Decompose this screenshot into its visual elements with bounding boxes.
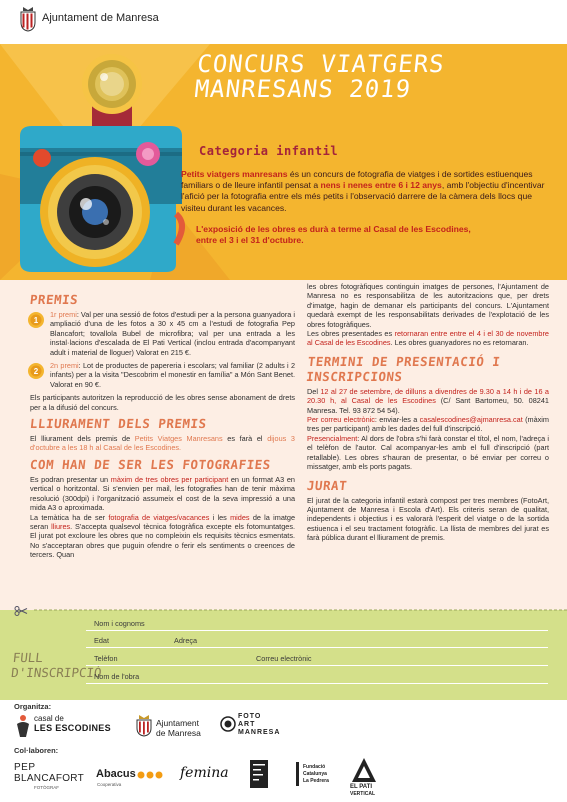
ajuntament-line-1: Ajuntament [156,718,199,728]
email-text [307,415,549,434]
fotografies-part-8: de la imatge seran [30,512,296,531]
in-person-body: : Al dors de l'obra s'hi farà constar el títol, el nom, l'adreça i el telèfon de l'autor. Cal acompanyar-les amb el full d'inscripció (part retallable). Les obres s'hauran de presentar, o bé enviar per correu o missatger, amb els ports pagats. [307,433,549,472]
intro-part-2: , amb l'objectiu d'incentivar l'afició per la fotografia entre els més petits i l'observació darrere de la càmera dels llocs que visiteu durant les vacances. [181,180,545,213]
work-title-label: Nom de l'obra [94,672,140,681]
email-label: Per correu electrònic [307,415,375,425]
fotografies-part-9: lliures [51,521,71,531]
second-prize-medal-icon [26,361,46,381]
fotografies-part-5: fotografia de viatges/vacances [108,512,210,522]
age-address-field[interactable] [86,633,548,648]
lliurament-part-1: El lliurament dels premis de [30,434,135,444]
fundacio-line-2: Catalunya [303,771,327,777]
femina-logo: femina [180,765,229,781]
intro-bold: Petits viatgers manresans [181,169,288,179]
image-rights-text: les obres fotogràfiques continguin imatges de persones, l'Ajuntament de Manresa no es responsabilitza de les autoritzacions que, per drets d'imatge, hagin de demanar els participants del concurs. L'Ajuntament quedarà exempt de les responsabilitats derivades de l'explotació de les obres fotogràfiques. [307,282,549,329]
return-part-3: . Les obres guanyadores no es retornaran. [390,338,529,348]
organizers-label: Organitza: [14,702,52,711]
org-name: Ajuntament de Manresa [42,12,159,24]
lliurament-part-4: dijous 3 d'octubre a les 18 h al Casal de les Escodines. [30,434,295,453]
poster-title [193,52,558,102]
termini-dates: 12 al 27 de setembre, de dilluns a divendres de 9.30 a 14 h i de 16 a 20.30 h, al Casal de les Escodines [307,386,549,406]
intro-text [181,169,555,214]
second-prize-label: 2n premi [50,361,79,371]
rules-section [0,280,567,610]
top-bar [0,0,567,44]
return-part-2: retornaran entre entre el 4 i el 30 de novembre al Casal de les Escodines [307,329,549,348]
title-line-2: MANRESANS 2019 [193,75,413,103]
first-prize-label: 1r premi [50,310,77,319]
premis-heading: PREMIS [29,292,79,307]
first-prize-medal-icon [26,310,46,330]
return-text [307,329,549,348]
first-prize-text: : Val per una sessió de fotos d'estudi per a la persona guanyadora i ampliació d'una de les fotos a 30 x 45 cm a l'estudi de fotografia Pep Blancafort; tovallola Bubel de microfibra; val per una entrada a les instal·lacions d'escalada de El Pati Vertical (inclou entrada d'acompanyant adult i material de lloguer) Valorat en 215 €. [50,310,296,357]
abacus-sub: Cooperativa [97,782,122,787]
manresa-crest-icon [20,6,36,32]
lliurament-text [30,434,295,453]
email-part-2: (màxim tres per participant) amb les dades del full d'inscripció. [307,415,549,434]
lliurament-heading: LLIURAMENT DELS PREMIS [29,416,208,432]
name-label: Nom i cognoms [94,619,145,628]
sant-benet-logo-icon [250,760,268,788]
sponsors-footer [0,700,567,802]
fotografies-part-10: . S'accepta qualsevol tècnica fotogràfica excepte els fotomuntatges. El jurat pot excloure les obres que no compleixin els requisits tècnics esmentats. No s'acceptaran obres que puguin ofendre o ferir els sentiments o creences de tercers. Quan [30,521,296,560]
registration-form [0,610,567,700]
pep-line-2: BLANCAFORT [14,773,85,784]
scissors-icon [14,606,28,616]
work-title-field[interactable] [86,669,548,684]
fotografies-text [30,475,295,513]
title-line-1: CONCURS VIATGERS [195,50,447,78]
right-column [307,282,549,543]
email-address-link[interactable]: casalescodines@ajmanresa.cat [419,415,523,425]
pati-line-1: EL PATI [350,784,373,790]
svg-text:2: 2 [33,367,39,377]
intro-age: nens i nenes entre 6 i 12 anys [320,180,442,191]
second-prize [30,361,295,389]
cut-line [0,606,567,614]
hero-banner [0,44,567,280]
collaborators-label: Col·laboren: [14,746,59,755]
fotografies-part-2: màxim de tres obres per participant [110,474,229,484]
fotoart-line-3: MANRESA [238,729,281,736]
email-field-label: Correu electrònic [256,654,312,663]
intro-part-1: és un concurs de fotografia de viatges i de sortides estiuenques familiars o de lleure infantil pensat a [181,169,533,191]
lliurament-part-2: Petits Viatges Manresans [134,434,223,444]
poster-subtitle: Categoria infantil [199,144,339,158]
fundacio-line-3: La Pedrera [303,778,329,784]
exhibition-note-line-1: L'exposició de les obres es durà a terme al Casal de les Escodines, [196,224,471,234]
phone-label: Telèfon [94,654,118,663]
abacus-name: Abacus [96,768,136,780]
second-prize-text: : Lot de productes de papereria i escolars; val familiar (2 adults i 2 infants) per a la visita "Descobrim el monestir en família" a Món Sant Benet. Valorat en 90 €. [50,361,296,389]
email-part-1: : enviar-les a [374,415,420,425]
ajuntament-line-2: de Manresa [156,728,201,738]
abacus-dots-icon [137,771,163,779]
pati-vertical-logo-icon [351,757,377,783]
exhibition-note [196,224,556,246]
name-field[interactable] [86,616,548,631]
in-person-text [307,434,549,472]
fotografies-heading: COM HAN DE SER LES FOTOGRAFIES [29,456,272,472]
fundacio-line-1: Fundació [303,764,326,770]
exhibition-note-line-2: entre el 3 i el 31 d'octubre. [196,235,304,246]
fotografies-part-3: en un format A3 en vertical o horitzontal. Si s'envien per mail, les fotografies han de tenir màxima resolució (300dpi) i l'organització assumeix el cost de la seva impressió a una mida A3 o aproximada. [30,474,295,513]
fotoart-logo-icon [220,716,236,732]
left-column [30,290,295,560]
pati-line-2: VERTICAL [350,791,375,797]
jurat-text: El jurat de la categoria infantil estarà compost per tres membres (FotoArt, Ajuntament de Manresa i Escola d'Art). Els criteris seran de qualitat, independents i objectius i es valorarà l'esperit del viatge o de la sortida estiuenca i el seu tractament fotogràfic. La llista de membres del jurat es farà pública durant el lliurament de premis. [307,495,549,543]
age-label: Edat [94,636,110,645]
phone-email-field[interactable] [86,651,548,666]
fotografies-text-2 [30,513,295,560]
camera-lens-icon [40,157,150,267]
pep-line-3: FOTÒGRAF [34,785,59,790]
form-title-line-1: FULL [12,650,44,665]
form-title-line-2: D'INSCRIPCIÓ [10,665,103,680]
svg-text:1: 1 [33,316,39,325]
casal-small-text: casal de [34,714,64,723]
address-label: Adreça [174,636,198,645]
lliurament-part-3: es farà el [222,434,268,444]
rights-text: Els participants autoritzen la reproducció de les obres sense abonament de drets per a la difusió del concurs. [30,393,295,412]
termini-heading: TERMINI DE PRESENTACIÓ I INSCRIPCIONS [305,353,502,384]
pep-line-1: PEP [14,762,36,773]
fotografies-part-1: Es podran presentar un [30,474,111,484]
in-person-label: Presencialment [307,433,358,443]
fotoart-line-2: ART [238,721,256,728]
return-part-1: Les obres presentades es [307,329,395,339]
termini-text [307,387,549,415]
jurat-heading: JURAT [306,477,348,493]
casal-big-text: LES ESCODINES [34,723,111,733]
fotografies-part-6: i les [209,512,231,522]
casal-escodines-logo-icon [14,714,32,738]
termini-address: (C/ Sant Bartomeu, 50. 08241 Manresa. Tel. 93 872 54 54). [307,396,549,415]
ajuntament-crest-icon [136,715,152,737]
fotoart-line-1: FOTO [238,713,262,720]
termini-del: Del [307,386,321,396]
fotografies-part-4: La temàtica ha de ser [30,512,109,522]
fotografies-part-7: mides [230,512,250,522]
first-prize [30,310,295,357]
